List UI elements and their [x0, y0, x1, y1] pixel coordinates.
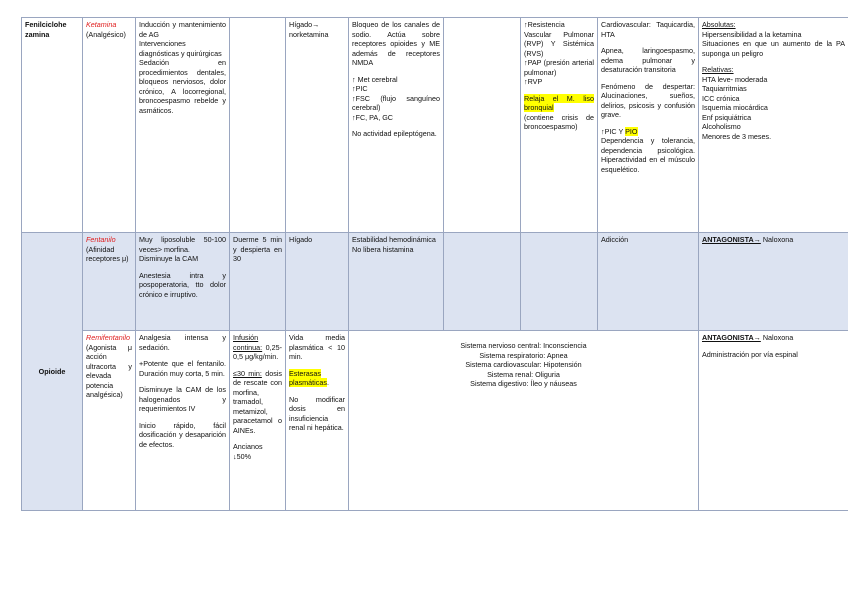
mechanism-item: Estabilidad hemodinámica: [352, 235, 436, 244]
adverse-item: Dependencia y tolerancia, dependencia psicológica. Hiperactividad en el músculo esquelético.: [601, 136, 695, 174]
table-row-ketamina: [22, 18, 848, 233]
mechanism-item: ↑PIC: [352, 84, 368, 93]
rescue-text: dosis de rescate con morfina, tramadol, metamizol, paracetamol o AINEs.: [233, 368, 283, 435]
property-item: Anestesia intra y pospoperatoria, tto dolor crónico e irruptivo.: [139, 270, 226, 299]
metabolism-cell: Vida media plasmática < 10 min. Esterasas plasmáticas. No modificar dosis en insuficiencia renal ni hepática.: [286, 331, 349, 511]
infusion-dose: 0,25-0,5 μg/kg/min.: [233, 342, 282, 361]
contraindications-cell: [699, 331, 848, 511]
rescue-title: ≤30 min:: [233, 368, 262, 378]
infusion-title: Infusión continua:: [233, 333, 263, 352]
extra-cell: [444, 233, 521, 331]
mechanism-cell: [349, 233, 444, 331]
highlighted-text: Esterasas plasmáticas: [289, 368, 327, 387]
metabolism-cell: [286, 18, 349, 233]
property-item: +Potente que el fentanilo. Duración muy corta, 5 min.: [139, 359, 226, 378]
antagonist-drug: Naloxona: [760, 333, 794, 342]
metabolism-cell: [286, 233, 349, 331]
contraindications-cell: [699, 233, 848, 331]
drug-class: (Afinidad receptores μ): [86, 244, 129, 263]
mechanism-cell: [349, 18, 444, 233]
contraindications-cell: [699, 18, 848, 233]
drug-cell-remifentanilo: [83, 331, 136, 511]
half-life-text: Vida media plasmática < 10 min.: [289, 333, 345, 361]
respiratory-item: ↑PAP (presión arterial pulmonar): [524, 58, 594, 77]
group-cell-fenilciclohexamina: [22, 18, 83, 233]
system-item: Sistema renal: Oliguria: [487, 369, 560, 379]
properties-cell: [136, 18, 230, 233]
administration-text: Administración por vía espinal: [702, 349, 798, 359]
dose-note: No modificar dosis en insuficiencia renal ni hepática.: [289, 394, 345, 432]
system-item: Sistema digestivo: Íleo y náuseas: [470, 379, 577, 388]
contra-item: Alcoholismo: [702, 122, 741, 131]
onset-cell: [230, 331, 286, 511]
contra-item: Taquiarritmias: [702, 84, 747, 93]
onset-cell: [230, 233, 286, 331]
table-row-remifentanilo: [22, 331, 848, 511]
drug-class: (Agonista μ acción ultracorta y elevada potencia analgésica): [86, 342, 132, 399]
drug-name: Fentanilo: [86, 235, 116, 244]
antagonist-drug: Naloxona: [760, 235, 794, 244]
system-item: Sistema nervioso central: Inconsciencia: [460, 341, 587, 350]
adverse-item: Fenómeno de despertar: Alucinaciones, sueños, delirios, psicosis y confusión grave.: [601, 81, 695, 119]
system-item: Sistema respiratorio: Apnea: [479, 350, 568, 360]
respiratory-cell: [521, 18, 598, 233]
adverse-item: Cardiovascular: Taquicardia, HTA: [601, 20, 695, 39]
property-item: Sedación en procedimientos dentales, bloqueos nerviosos, dolor crónico, A locorregional, broncoespasmo rebelde y asmáticos.: [139, 58, 226, 115]
highlighted-text: PIO: [625, 126, 638, 136]
drug-cell-fentanilo: [83, 233, 136, 331]
contra-item: HTA leve- moderada: [702, 74, 768, 84]
contra-item: Isquemia miocárdica: [702, 103, 768, 112]
adverse-text: Adicción: [601, 235, 629, 244]
contra-absolute-title: Absolutas:: [702, 20, 736, 29]
drug-cell-ketamina: [83, 18, 136, 233]
metabolism-text: Hígado: [289, 235, 313, 244]
contra-item: ICC crónica: [702, 93, 740, 103]
group-label: Fenilciclohe zamina: [25, 20, 67, 39]
property-item: Disminuye la CAM de los halogenados y requerimientos IV: [139, 385, 226, 413]
respiratory-cell: [521, 233, 598, 331]
properties-cell: [136, 331, 230, 511]
property-item: Disminuye la CAM: [139, 254, 199, 263]
mechanism-item: Bloqueo de los canales de sodio. Actúa sobre receptores opioides y ME además de receptores NMDA: [352, 20, 440, 67]
highlighted-text: Relaja el M. liso bronquial: [524, 93, 594, 112]
system-item: Sistema cardiovascular: Hipotensión: [465, 360, 582, 369]
mechanism-item: No actividad epileptógena.: [352, 129, 437, 138]
group-label: Opioide: [38, 366, 66, 376]
contra-relative-title: Relativas:: [702, 65, 734, 74]
contra-item: Situaciones en que un aumento de la PA suponga un peligro: [702, 39, 845, 58]
drug-class: (Analgésico): [86, 29, 126, 39]
group-cell-opioide: [22, 233, 83, 511]
drug-table: [21, 17, 848, 511]
antagonist-label: ANTAGONISTA→: [702, 333, 761, 342]
property-item: Inicio rápido, fácil dosificación y desaparición de efectos.: [139, 420, 226, 449]
antagonist-label: ANTAGONISTA→: [702, 235, 761, 244]
elderly-text: Ancianos ↓50%: [233, 442, 263, 461]
properties-cell: [136, 233, 230, 331]
adverse-cell: [598, 18, 699, 233]
metabolism-text: Hígado→ norketamina: [289, 20, 329, 39]
mechanism-item: ↑FSC (flujo sanguíneo cerebral): [352, 93, 440, 112]
table-row-fentanilo: [22, 233, 848, 331]
contra-item: Menores de 3 meses.: [702, 131, 772, 141]
property-item: Intervenciones diagnósticas y quirúrgicas: [139, 39, 222, 58]
mechanism-item: No libera histamina: [352, 244, 414, 254]
drug-name: Remifentanilo: [86, 333, 130, 342]
systems-cell: [349, 331, 699, 511]
property-item: Muy liposoluble 50-100 veces> morfina.: [139, 235, 226, 254]
onset-cell: [230, 18, 286, 233]
contra-item: Hipersensibilidad a la ketamina: [702, 29, 802, 39]
property-item: Analgesia intensa y sedación.: [139, 333, 226, 352]
extra-cell: [444, 18, 521, 233]
mechanism-item: ↑ Met cerebral: [352, 74, 398, 84]
respiratory-note: (contiene crisis de broncoespasmo): [524, 112, 594, 131]
adverse-pic: ↑PIC Y: [601, 126, 626, 136]
mechanism-item: ↑FC, PA, GC: [352, 112, 393, 122]
property-item: Inducción y mantenimiento de AG: [139, 20, 226, 39]
adverse-item: Apnea, laringoespasmo, edema pulmonar y desaturación transitoria: [601, 46, 695, 74]
respiratory-item: ↑Resistencia Vascular Pulmonar (RVP) Y Sistémica (RVS): [524, 20, 594, 58]
onset-text: Duerme 5 min y despierta en 30: [233, 235, 282, 263]
respiratory-item: ↑RVP: [524, 77, 543, 86]
drug-name: Ketamina: [86, 20, 117, 29]
adverse-cell: [598, 233, 699, 331]
contra-item: Enf psiquiátrica: [702, 112, 752, 122]
